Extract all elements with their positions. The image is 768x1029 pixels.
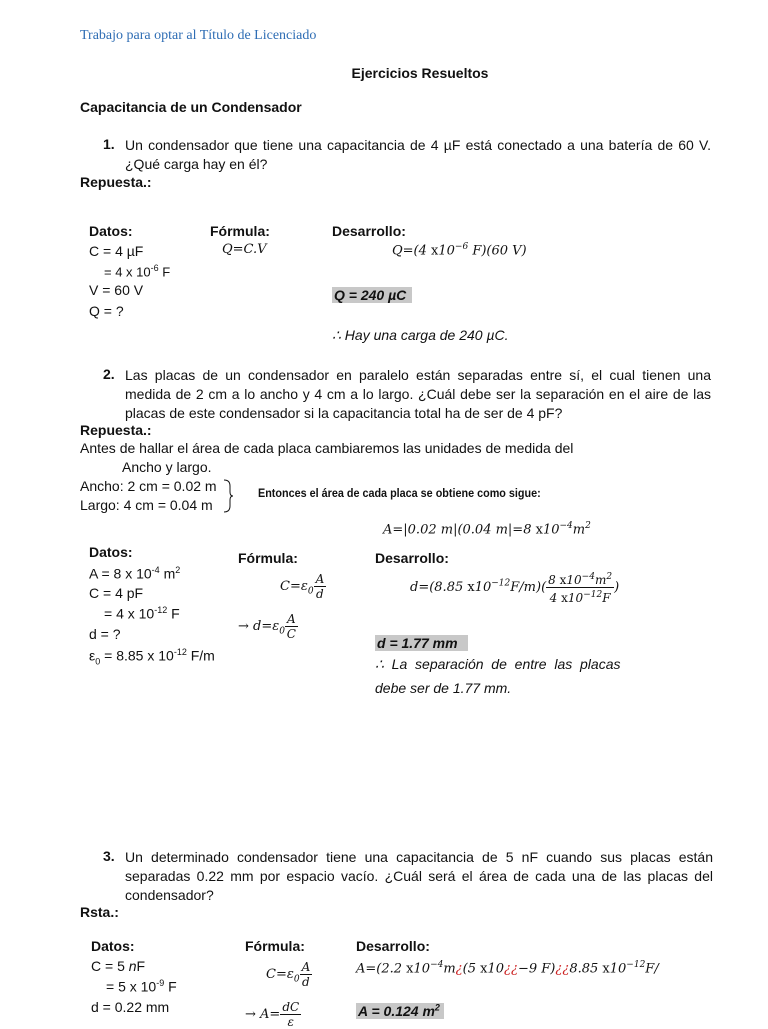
problem-2-result: d = 1.77 mm <box>375 635 468 651</box>
problem-2-intro-line2: Ancho y largo. <box>122 459 212 475</box>
problem-2-area-note: Entonces el área de cada placa se obtiene como sigue: <box>258 486 541 500</box>
page-title: Ejercicios Resueltos <box>351 65 489 81</box>
problem-2-desarrollo-label: Desarrollo: <box>375 550 449 566</box>
problem-3-desarrollo-label: Desarrollo: <box>356 938 430 954</box>
problem-1-datos-label: Datos: <box>89 223 133 239</box>
problem-1-datos-voltage: V = 60 V <box>89 282 144 298</box>
problem-2-datos-capacitance-si: = 4 x $10^{-12}$ F <box>104 605 180 622</box>
problem-2-area-equation: A=|0.02 m|(0.04 m|=8 $x10^{-4}m^2$ <box>383 521 591 538</box>
problem-1-development-equation: Q=(4 $x10^{-6}$ F)(60 V) <box>392 242 527 259</box>
problem-2-largo: Largo: 4 cm = 0.04 m <box>80 497 213 513</box>
problem-3-formula-capacitance: $C=\varepsilon_0$ $\frac{A}{d}$ <box>266 960 311 989</box>
problem-1-statement: Un condensador que tiene una capacitancia de 4 µF está conectado a una batería de 60 V. ¿Qué carga hay en él? <box>125 137 711 172</box>
problem-3-statement: Un determinado condensador tiene una capacitancia de 5 nF cuando sus placas están separadas 0.22 mm por espacio vacío. ¿Cuál será el área de cada una de las placas del condensador? <box>125 849 713 903</box>
problem-3-datos-capacitance: C = 5 nF <box>91 958 146 974</box>
problem-2-formula-capacitance: $C=\varepsilon_0$ $\frac{A}{d}$ <box>280 572 325 601</box>
problem-2-conclusion-line1: ∴ La separación de entre las placas <box>375 656 621 672</box>
problem-2-conclusion-line2: debe ser de 1.77 mm. <box>375 680 512 696</box>
problem-3-development-equation: A=(2.2 $x10^{-4}m¿(5$ x10¿¿−9 F)¿¿8.85 $x10^{-12}F/$ <box>356 960 659 977</box>
problem-3-datos-label: Datos: <box>91 938 135 954</box>
problem-3-number: 3. <box>103 848 115 864</box>
problem-2-datos-unknown: d = ? <box>89 626 121 642</box>
problem-1-formula-label: Fórmula: <box>210 223 270 239</box>
problem-2-statement: Las placas de un condensador en paralelo están separadas entre sí, el cual tienen una medida de 2 cm a lo ancho y 4 cm a lo largo. ¿Cuál debe ser la separación en el aire de las placas de este condensador si la capacitancia total ha de ser de 4 pF? <box>125 367 711 421</box>
problem-1-formula: Q=C.V <box>222 242 267 257</box>
problem-1-datos-unknown: Q = ? <box>89 303 124 319</box>
document-header: Trabajo para optar al Título de Licenciado <box>80 28 317 43</box>
problem-3-formula-area: → A= $\frac{dC}{\varepsilon}$ <box>245 1000 300 1029</box>
problem-2-formula-label: Fórmula: <box>238 550 298 566</box>
problem-1-result: Q = 240 µC <box>332 287 412 303</box>
problem-1-datos-capacitance: C = 4 µF <box>89 243 144 259</box>
problem-1-datos-capacitance-si: = 4 x $10^{-6}$ F <box>104 263 171 280</box>
problem-2-datos-area: A = 8 x $10^{-4}$ $m^2$ <box>89 565 181 582</box>
problem-3-result: A = 0.124 $m^2$ <box>356 1002 444 1019</box>
problem-2-formula-separation: → $d=\varepsilon_0$ $\frac{A}{C}$ <box>238 612 296 641</box>
right-brace-icon <box>222 478 234 514</box>
section-heading: Capacitancia de un Condensador <box>80 99 302 115</box>
problem-2-number: 2. <box>103 366 115 382</box>
problem-1-answer-label: Repuesta.: <box>80 174 152 190</box>
problem-2-datos-permittivity: $\varepsilon_0 = 8.85$ x $10^{-12}$ F/m <box>89 647 215 667</box>
problem-2-development-equation: d=(8.85 $x10^{-12}F/m$)( $\frac{8 x10^{-4}m^2}{4 x10^{-12}F}$ ) <box>410 572 620 605</box>
problem-2-intro-line1: Antes de hallar el área de cada placa cambiaremos las unidades de medida del <box>80 440 574 456</box>
problem-3-formula-label: Fórmula: <box>245 938 305 954</box>
problem-2-answer-label: Repuesta.: <box>80 422 152 438</box>
problem-1-desarrollo-label: Desarrollo: <box>332 223 406 239</box>
problem-3-answer-label: Rsta.: <box>80 904 119 920</box>
problem-1-conclusion: ∴ Hay una carga de 240 µC. <box>332 327 509 343</box>
problem-2-datos-capacitance: C = 4 pF <box>89 585 144 601</box>
problem-3-datos-distance: d = 0.22 mm <box>91 999 170 1015</box>
problem-1-number: 1. <box>103 136 115 152</box>
problem-3-datos-capacitance-si: = 5 x $10^{-9}$ F <box>106 978 177 995</box>
problem-2-ancho: Ancho: 2 cm = 0.02 m <box>80 478 217 494</box>
problem-2-datos-label: Datos: <box>89 544 133 560</box>
